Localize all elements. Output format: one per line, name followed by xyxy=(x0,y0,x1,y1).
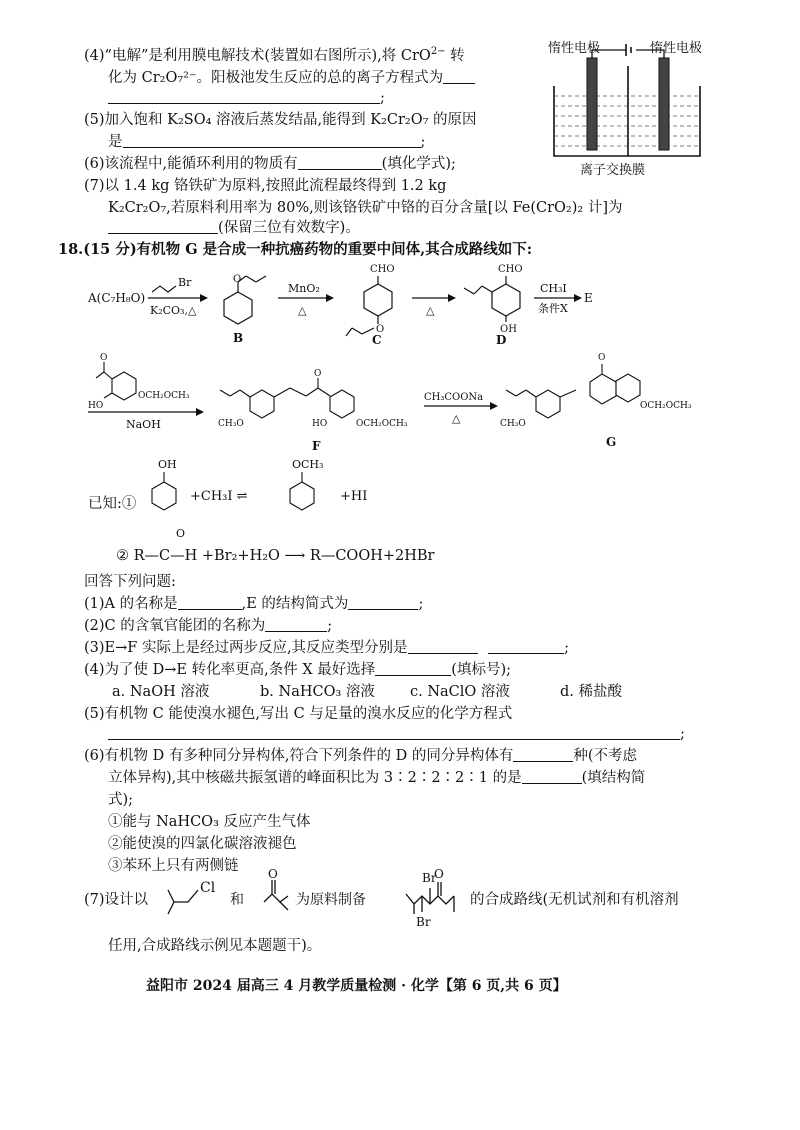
subq-2: (2)C 的含氧官能团的名称为 ; xyxy=(84,618,333,634)
label-d: D xyxy=(496,333,507,347)
q17-part7-line2: K₂Cr₂O₇,若原料利用率为 80%,则该铬铁矿中铬的百分含量[以 Fe(CrO₂)₂ 计]为 xyxy=(108,200,623,216)
subq-5-line2: ; xyxy=(108,724,685,744)
subq-6-line1: (6)有机物 D 有多种同分异构体,符合下列条件的 D 的同分异构体有 种(不考虑 xyxy=(84,748,638,764)
svg-text:HO: HO xyxy=(312,419,328,429)
svg-text:HO: HO xyxy=(88,401,104,411)
svg-text:O: O xyxy=(376,324,385,335)
svg-text:CH₃O: CH₃O xyxy=(218,419,244,429)
condition-3: ③苯环上只有两侧链 xyxy=(108,858,239,874)
answer-blank[interactable] xyxy=(108,89,380,104)
subq-5-line1: (5)有机物 C 能使溴水褪色,写出 C 与足量的溴水反应的化学方程式 xyxy=(84,706,513,722)
compound-g-structure xyxy=(506,364,640,418)
svg-text:+CH₃I ⇌: +CH₃I ⇌ xyxy=(190,489,248,504)
reagent-acetophenone-structure xyxy=(96,362,136,400)
q17-part4-line2: 化为 Cr₂O₇²⁻。阳极池发生反应的总的离子方程式为 xyxy=(108,68,475,88)
svg-text:MnO₂: MnO₂ xyxy=(288,282,320,295)
svg-text:K₂CO₃,△: K₂CO₃,△ xyxy=(150,304,197,317)
option-d: d. 稀盐酸 xyxy=(560,684,622,700)
condition-2: ②能使溴的四氯化碳溶液褪色 xyxy=(108,836,297,852)
answer-blank[interactable] xyxy=(108,725,680,740)
svg-text:△: △ xyxy=(426,304,435,317)
svg-text:CH₃I: CH₃I xyxy=(540,282,567,295)
q17-part5-line1: (5)加入饱和 K₂SO₄ 溶液后蒸发结晶,能得到 K₂Cr₂O₇ 的原因 xyxy=(84,112,477,128)
synthesis-scheme-row1 xyxy=(0,258,800,348)
svg-text:Br: Br xyxy=(422,871,437,885)
q17-part7-line3: (保留三位有效数字)。 xyxy=(108,218,360,238)
svg-text:CH₃COONa: CH₃COONa xyxy=(424,392,484,403)
svg-text:+HI: +HI xyxy=(340,489,368,504)
label-b: B xyxy=(233,331,244,345)
label-e: E xyxy=(584,291,593,305)
condition-1: ①能与 NaHCO₃ 反应产生气体 xyxy=(108,814,311,830)
svg-text:Br: Br xyxy=(178,276,192,289)
answer-blank[interactable] xyxy=(298,155,382,170)
svg-text:和: 和 xyxy=(230,892,244,908)
right-electrode-label: 惰性电极 xyxy=(650,41,703,56)
svg-text:OCH₂OCH₃: OCH₂OCH₃ xyxy=(356,419,408,429)
answer-blank[interactable] xyxy=(375,661,451,676)
known-reaction-2-carbonyl: O xyxy=(176,527,186,540)
svg-text:△: △ xyxy=(298,304,307,317)
svg-text:O: O xyxy=(434,867,444,881)
q17-part4-line3: ; xyxy=(108,88,385,108)
left-electrode-label: 惰性电极 xyxy=(548,41,601,56)
svg-text:OH: OH xyxy=(158,458,177,471)
svg-text:NaOH: NaOH xyxy=(126,418,161,431)
page-footer: 益阳市 2024 届高三 4 月教学质量检测 · 化学【第 6 页,共 6 页】 xyxy=(146,978,567,994)
q18-heading: 18.(15 分)有机物 G 是合成一种抗癌药物的重要中间体,其合成路线如下: xyxy=(58,241,533,258)
compound-c-structure xyxy=(346,276,392,336)
subq-7-line1: (7)设计以 xyxy=(84,892,149,908)
svg-text:为原料制备: 为原料制备 xyxy=(296,892,366,908)
electrolysis-cell-diagram xyxy=(540,36,730,176)
option-c: c. NaClO 溶液 xyxy=(410,684,510,700)
chromate-charge: 2− xyxy=(430,46,446,57)
compound-f-structure xyxy=(220,378,354,418)
q17-part6: (6)该流程中,能循环利用的物质有 (填化学式); xyxy=(84,156,456,172)
answer-blank[interactable] xyxy=(443,69,475,84)
compound-d-structure xyxy=(464,276,520,322)
answer-blank[interactable] xyxy=(488,639,564,654)
answer-blank[interactable] xyxy=(265,617,327,632)
option-b: b. NaHCO₃ 溶液 xyxy=(260,684,375,700)
option-a: a. NaOH 溶液 xyxy=(112,684,210,700)
svg-text:CH₃O: CH₃O xyxy=(500,419,526,429)
svg-text:OCH₂OCH₃: OCH₂OCH₃ xyxy=(138,391,190,401)
label-f: F xyxy=(312,439,321,453)
subq-3: (3)E→F 实际上是经过两步反应,其反应类型分别是 ; xyxy=(84,640,570,656)
q17-part5-line2: 是 ; xyxy=(108,134,426,150)
known-reaction-1 xyxy=(140,454,400,524)
svg-text:CHO: CHO xyxy=(498,264,523,275)
answer-heading: 回答下列问题: xyxy=(84,574,176,590)
answer-blank[interactable] xyxy=(408,639,478,654)
answer-blank[interactable] xyxy=(123,133,421,148)
svg-text:O: O xyxy=(233,274,242,285)
q17-part4-line1: (4)“电解”是利用膜电解技术(装置如右图所示),将 CrO$^{2-}$ 转 xyxy=(84,46,465,64)
svg-text:O: O xyxy=(100,353,108,363)
right-electrode xyxy=(659,58,669,150)
svg-text:OH: OH xyxy=(500,324,517,335)
compound-b-structure xyxy=(224,276,266,324)
subq-7-line2: 任用,合成路线示例见本题题干)。 xyxy=(108,938,322,954)
known-reaction-2: ② R—C—H +Br₂+H₂O ⟶ R—COOH+2HBr xyxy=(116,548,435,564)
svg-text:OCH₂OCH₃: OCH₂OCH₃ xyxy=(640,401,692,411)
answer-blank[interactable] xyxy=(348,595,418,610)
svg-text:Br: Br xyxy=(416,915,431,929)
label-g: G xyxy=(606,435,617,449)
svg-text:△: △ xyxy=(452,412,461,425)
answer-blank[interactable] xyxy=(513,747,573,762)
subq-1: (1)A 的名称是 ,E 的结构简式为 ; xyxy=(84,596,424,612)
membrane-label: 离子交换膜 xyxy=(580,163,646,178)
answer-blank[interactable] xyxy=(108,219,218,234)
svg-text:O: O xyxy=(598,353,606,363)
svg-text:CHO: CHO xyxy=(370,264,395,275)
answer-blank[interactable] xyxy=(178,595,242,610)
left-electrode xyxy=(587,58,597,150)
synthesis-scheme-row2 xyxy=(0,350,800,460)
svg-text:OCH₃: OCH₃ xyxy=(292,458,324,471)
svg-text:Cl: Cl xyxy=(200,880,216,896)
compound-a: A(C₇H₈O) xyxy=(88,291,146,305)
svg-text:条件X: 条件X xyxy=(538,302,568,315)
subq-4-options xyxy=(112,682,622,702)
svg-text:O: O xyxy=(268,867,278,881)
subq-6-line2: 立体异构),其中核磁共振氢谱的峰面积比为 3∶2∶2∶2∶1 的是 (填结构简 xyxy=(108,770,646,786)
subq-4: (4)为了使 D→E 转化率更高,条件 X 最好选择 (填标号); xyxy=(84,662,511,678)
svg-text:O: O xyxy=(314,369,322,379)
label-c: C xyxy=(372,333,382,347)
answer-blank[interactable] xyxy=(522,769,582,784)
subq-6-line3: 式); xyxy=(108,792,134,808)
subq-7-line1-end: 的合成路线(无机试剂和有机溶剂 xyxy=(470,892,679,908)
known-heading: 已知:① xyxy=(88,496,137,512)
q17-part7-line1: (7)以 1.4 kg 铬铁矿为原料,按照此流程最终得到 1.2 kg xyxy=(84,178,447,194)
